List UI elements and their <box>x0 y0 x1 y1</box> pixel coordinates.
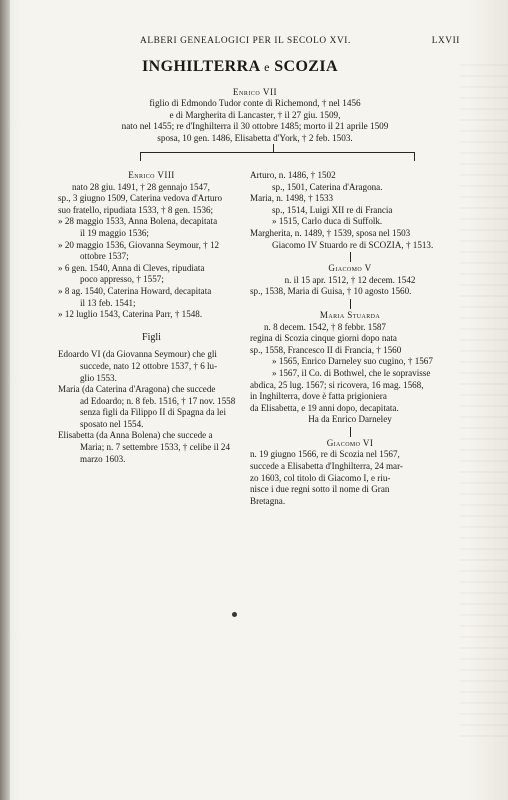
enrico-viii-line: il 13 feb. 1541; <box>80 297 136 308</box>
sibling-line: Giacomo IV Stuardo re di SCOZIA, † 1513. <box>272 239 434 250</box>
descent-line <box>350 252 351 262</box>
child-line: Edoardo VI (da Giovanna Seymour) che gli <box>58 349 217 360</box>
giacomo-vi-line: succede a Elisabetta d'Inghilterra, 24 mar- <box>250 461 403 472</box>
running-head: ALBERI GENEALOGICI PER IL SECOLO XVI. <box>140 36 351 46</box>
maria-stuarda-line: abdica, 25 lug. 1567; si ricovera, 16 mag. 1568, <box>250 379 424 390</box>
enrico-viii-line: » 8 ag. 1540, Caterina Howard, decapitata <box>58 285 212 296</box>
page-title <box>110 58 370 76</box>
giacomo-vi-line: nisce i due regni sotto il nome di Gran <box>250 484 390 495</box>
page-gutter <box>0 0 10 800</box>
sibling-line: » 1515, Carlo duca di Suffolk. <box>272 216 383 227</box>
root-line: figlio di Edmondo Tudor conte di Richemond, † nel 1456 <box>149 98 361 109</box>
enrico-viii-line: sp., 3 giugno 1509, Caterina vedova d'Arturo <box>58 193 223 204</box>
enrico-viii-line: nato 28 giu. 1491, † 28 gennajo 1547, <box>72 181 210 192</box>
child-line: sposato nel 1554. <box>80 418 144 429</box>
child-line: ad Edoardo; n. 8 feb. 1516, † 17 nov. 1558 <box>80 395 236 406</box>
maria-stuarda-line: n. 8 decem. 1542, † 8 febbr. 1587 <box>264 321 386 332</box>
maria-stuarda-line: Ha da Enrico Darneley <box>308 414 392 425</box>
enrico-viii-line: » 28 maggio 1533, Anna Bolena, decapitata <box>58 216 218 227</box>
giacomo-vi-line: Bretagna. <box>250 495 286 506</box>
giacomo-vi-line: n. 19 giugno 1566, re di Scozia nel 1567, <box>250 449 400 460</box>
title-main: INGHILTERRA <box>142 58 260 75</box>
descent-line <box>350 427 351 437</box>
enrico-viii-line: suo fratello, ripudiata 1533, † 8 gen. 1536; <box>58 204 214 215</box>
giacomo-v-name: Giacomo V <box>328 263 372 274</box>
figli-label: Figli <box>142 331 161 343</box>
title-conjunction: e <box>264 60 270 74</box>
giacomo-vi-name: Giacomo VI <box>326 437 374 448</box>
root-line: nato nel 1455; re d'Inghilterra il 30 ottobre 1485; morto il 21 aprile 1509 <box>121 121 389 132</box>
maria-stuarda-line: » 1567, il Co. di Bothwel, che le sopravisse <box>272 367 431 378</box>
child-line: Elisabetta (da Anna Bolena) che succede a <box>58 430 213 441</box>
enrico-viii-line: poco appresso, † 1557; <box>80 274 164 285</box>
enrico-viii-name: Enrico VIII <box>128 170 175 180</box>
giacomo-vi-line: zo 1603, col titolo di Giacomo I, e riu- <box>250 472 391 483</box>
maria-stuarda-line: regina di Scozia cinque giorni dopo nata <box>250 333 397 344</box>
enrico-viii-line: » 12 luglio 1543, Caterina Parr, † 1548. <box>58 309 203 320</box>
maria-stuarda-name: Maria Stuarda <box>319 309 381 320</box>
enrico-viii-line: » 6 gen. 1540, Anna di Cleves, ripudiata <box>58 262 205 273</box>
sibling-line: sp., 1501, Caterina d'Aragona. <box>272 181 383 192</box>
root-line: e di Margherita di Lancaster, † il 27 giu. 1509, <box>169 109 341 120</box>
child-line: Maria (da Caterina d'Aragona) che succede <box>58 384 216 395</box>
title-second: SCOZIA <box>274 58 338 75</box>
sibling-line: sp., 1514, Luigi XII re di Francia <box>272 204 393 215</box>
root-entry <box>90 87 420 144</box>
ink-dot <box>232 612 237 617</box>
bleed-through-text <box>460 55 508 745</box>
root-name: Enrico VII <box>232 87 278 97</box>
sibling-line: Margherita, n. 1489, † 1539, sposa nel 1503 <box>250 227 411 238</box>
maria-stuarda-line: » 1565, Enrico Darneley suo cugino, † 1567 <box>272 356 433 367</box>
giacomo-v-line: sp., 1538, Maria di Guisa, † 10 agosto 1560. <box>250 286 412 297</box>
page-number: LXVII <box>431 36 460 46</box>
enrico-viii-line: ottobre 1537; <box>80 251 129 262</box>
maria-stuarda-line: da Elisabetta, e 19 anni dopo, decapitata. <box>250 402 399 413</box>
enrico-viii-line: » 20 maggio 1536, Giovanna Seymour, † 12 <box>58 239 220 250</box>
descent-line <box>350 299 351 309</box>
root-line: sposa, 10 gen. 1486, Elisabetta d'York, † 2 feb. 1503. <box>157 132 353 143</box>
child-line: Maria; n. 7 settembre 1533, † celibe il 24 <box>80 442 231 453</box>
left-column <box>58 170 245 465</box>
child-line: glio 1553. <box>80 372 117 383</box>
right-column <box>250 170 450 507</box>
sibling-line: Maria, n. 1498, † 1533 <box>250 193 334 204</box>
giacomo-v-line: n. il 15 apr. 1512, † 12 decem. 1542 <box>284 274 416 285</box>
child-line: marzo 1603. <box>80 453 126 464</box>
maria-stuarda-line: sp., 1558, Francesco II di Francia, † 1560 <box>250 344 402 355</box>
child-line: succede, nato 12 ottobre 1537, † 6 lu- <box>80 360 218 371</box>
sibling-line: Arturo, n. 1486, † 1502 <box>250 170 336 180</box>
maria-stuarda-line: in Inghilterra, dove è fatta prigioniera <box>250 391 387 402</box>
enrico-viii-line: il 19 maggio 1536; <box>80 227 149 238</box>
family-bracket <box>140 152 415 167</box>
child-line: senza figli da Filippo II di Spagna da lei <box>80 407 226 418</box>
